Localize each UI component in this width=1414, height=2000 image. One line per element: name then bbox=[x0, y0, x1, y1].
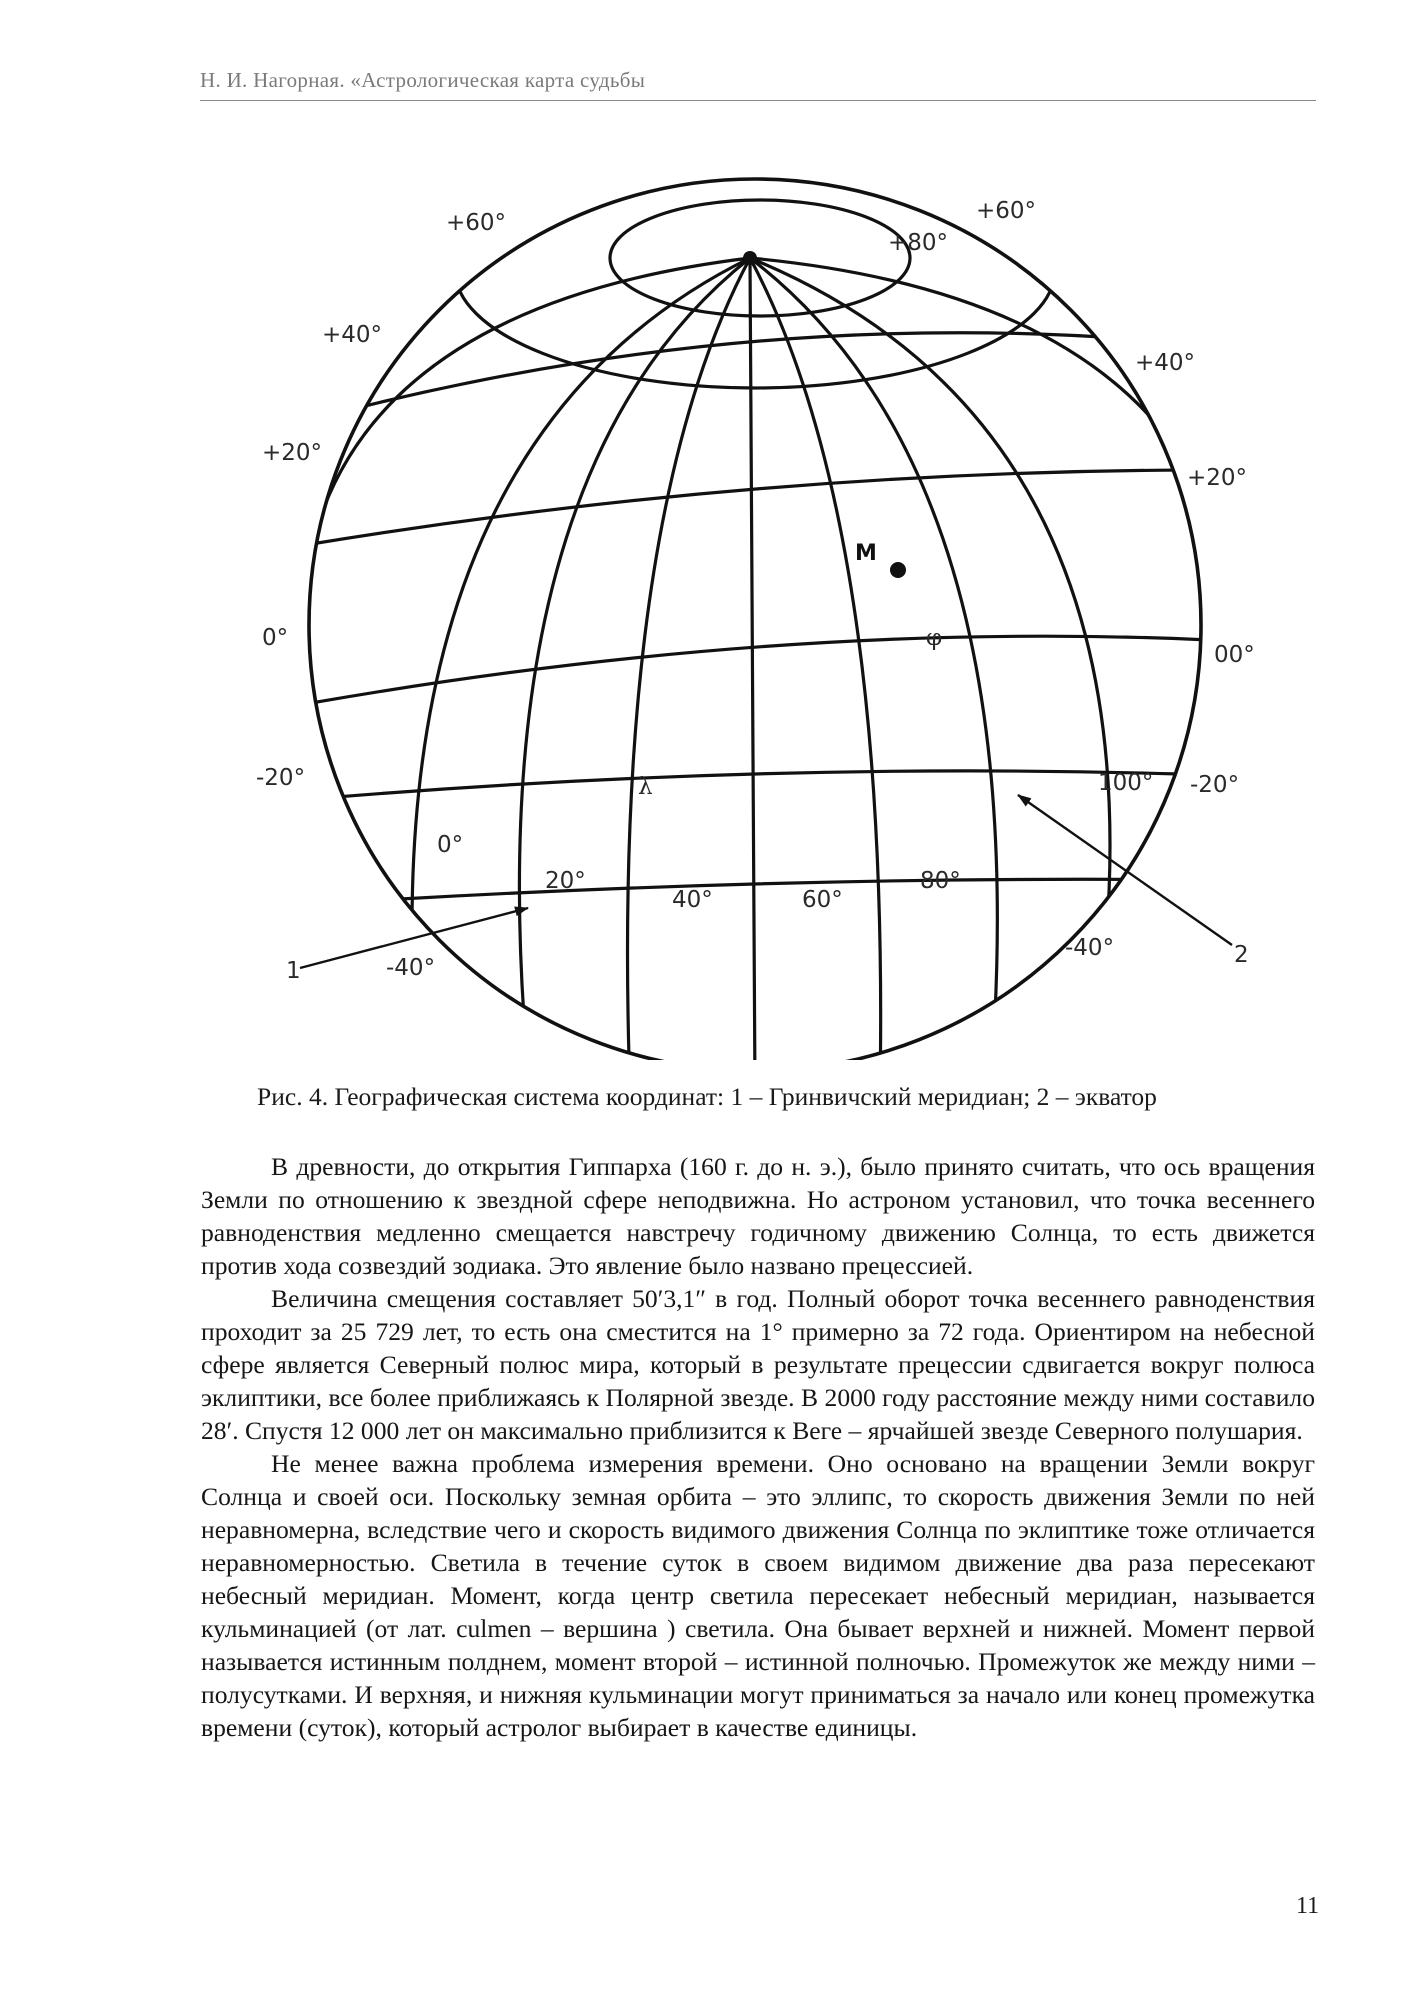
callout-line-2 bbox=[1018, 795, 1232, 945]
label-lon-80: 80° bbox=[920, 868, 961, 894]
label-lat-left-0: 0° bbox=[262, 625, 289, 651]
label-lat-left-m40: -40° bbox=[386, 955, 436, 981]
paragraph-1: В древности, до открытия Гиппарха (160 г. до н. э.), было принято считать, что ось вращения Земли по отношению к звездной сфере неподвижна. Но астроном установил, что точка весеннего равноденствия медленно смещается навстречу годичному движению Солнца, то есть движется против хода созвездий зодиака. Это явление было названо прецессией. bbox=[201, 1152, 1315, 1280]
page-number: 11 bbox=[1296, 1893, 1320, 1919]
label-lat-right-m40: -40° bbox=[1065, 935, 1115, 961]
point-m bbox=[890, 562, 906, 578]
paragraph-2: Величина смещения составляет 50′3,1″ в год. Полный оборот точка весеннего равноденствия проходит за 25 729 лет, то есть она сместится на 1° примерно за 72 года. Ориентиром на небесной сфере является Северный полюс мира, который в результате прецессии сдвигается вокруг полюса эклиптики, все более приближаясь к Полярной звезде. В 2000 году расстояние между ними составило 28′. Спустя 12 000 лет он максимально приблизится к Веге – ярчайшей звезде Северного полушария. bbox=[201, 1284, 1315, 1445]
meridian-central bbox=[750, 258, 755, 1060]
parallel-minus20 bbox=[300, 771, 1210, 800]
north-pole-point bbox=[743, 251, 757, 265]
label-callout-2: 2 bbox=[1234, 942, 1249, 968]
body-text bbox=[201, 1150, 1315, 1744]
paragraph-3: Не менее важна проблема измерения времени. Оно основано на вращении Земли вокруг Солнца и своей оси. Поскольку земная орбита – это эллипс, то скорость движения Земли по ней неравномерна, вследствие чего и скорость видимого движения Солнца по эклиптике тоже отличается неравномерностью. Светила в течение суток в своем видимом движение два раза пересекают небесный меридиан. Момент, когда центр светила пересекает небесный меридиан, называется кульминацией (от лат. culmen – вершина ) светила. Она бывает верхней и нижней. Момент первой называется истинным полднем, момент второй – истинной полночью. Промежуток же между ними – полусутками. И верхняя, и нижняя кульминации могут приниматься за начало или конец промежутка времени (суток), который астролог выбирает в качестве единицы. bbox=[201, 1449, 1315, 1742]
running-head: Н. И. Нагорная. «Астрологическая карта судьбы bbox=[200, 68, 646, 92]
label-lat-right-p80: +80° bbox=[888, 230, 949, 256]
label-point-m: М bbox=[855, 541, 877, 566]
label-lat-right-p20: +20° bbox=[1187, 465, 1248, 491]
label-phi: φ bbox=[926, 625, 943, 651]
label-lon-40: 40° bbox=[672, 887, 713, 913]
meridian-60 bbox=[750, 258, 881, 1060]
label-lon-100: 100° bbox=[1098, 770, 1154, 796]
label-lat-left-p40: +40° bbox=[322, 322, 383, 348]
parallel-0 bbox=[300, 636, 1210, 705]
label-lon-0: 0° bbox=[437, 832, 464, 858]
label-lat-right-00: 00° bbox=[1214, 642, 1255, 668]
parallel-40 bbox=[310, 333, 1200, 420]
label-lon-20: 20° bbox=[545, 868, 586, 894]
label-lat-left-m20: -20° bbox=[256, 765, 306, 791]
label-lat-left-p20: +20° bbox=[262, 440, 323, 466]
label-lat-right-p60: +60° bbox=[976, 198, 1037, 224]
figure-caption: Рис. 4. Географическая система координат: 1 – Гринвичский меридиан; 2 – экватор bbox=[257, 1082, 1157, 1111]
label-callout-1: 1 bbox=[286, 958, 301, 984]
label-lat-left-p60: +60° bbox=[446, 210, 507, 236]
label-lambda: λ bbox=[638, 774, 653, 800]
label-lat-right-m20: -20° bbox=[1190, 772, 1240, 798]
globe-grid bbox=[300, 152, 1240, 1060]
label-lat-right-p40: +40° bbox=[1135, 350, 1196, 376]
label-lon-60: 60° bbox=[802, 887, 843, 913]
parallel-20 bbox=[305, 470, 1210, 545]
